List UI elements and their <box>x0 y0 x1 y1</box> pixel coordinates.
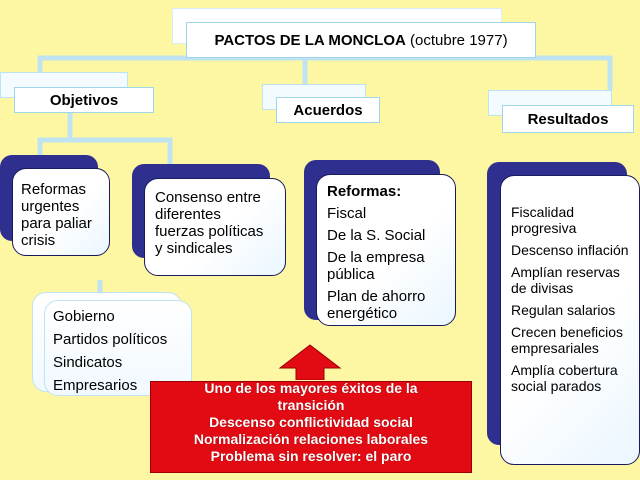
banner-line: Problema sin resolver: el paro <box>210 448 412 464</box>
objetivos-card-consenso <box>144 178 286 276</box>
page-title <box>186 22 536 58</box>
actor-item: Sindicatos <box>53 354 123 371</box>
card1-line: urgentes <box>21 198 80 215</box>
card2-line: Consenso entre <box>155 189 261 206</box>
resultado-item: Regulan salarios <box>511 302 616 318</box>
title-sub: (octubre 1977) <box>410 31 508 49</box>
up-arrow-icon <box>278 344 342 380</box>
objetivos-label: Objetivos <box>49 91 119 109</box>
acuerdos-card <box>316 174 456 326</box>
objetivos-connector-left <box>40 112 70 155</box>
resultado-item: Fiscalidad progresiva <box>511 204 577 236</box>
title-main: PACTOS DE LA MONCLOA <box>214 31 406 49</box>
resultado-item: Descenso inflación <box>511 242 629 258</box>
acuerdos-header <box>276 97 380 123</box>
acuerdos-label: Acuerdos <box>293 101 363 119</box>
resultado-item: Amplían reservas de divisas <box>511 264 620 296</box>
card1-line: crisis <box>21 232 56 249</box>
conclusion-banner <box>150 381 472 473</box>
objetivos-card-reformas <box>12 168 110 256</box>
acuerdo-item: Plan de ahorro energético <box>327 288 426 322</box>
card2-line: diferentes <box>155 206 221 223</box>
banner-line: Normalización relaciones laborales <box>193 431 429 447</box>
acuerdo-item: De la empresa pública <box>327 249 425 283</box>
card1-line: para paliar <box>21 215 92 232</box>
resultados-label: Resultados <box>527 110 609 128</box>
resultados-card <box>500 175 640 465</box>
resultado-item: Amplía cobertura social parados <box>511 362 618 394</box>
resultados-header <box>502 105 634 133</box>
banner-line: Uno de los mayores éxitos de la <box>204 381 418 396</box>
actor-item: Gobierno <box>53 308 115 325</box>
acuerdo-item: De la S. Social <box>327 227 426 244</box>
card2-line: y sindicales <box>155 240 233 257</box>
resultado-item: Crecen beneficios empresariales <box>511 324 624 356</box>
acuerdos-heading: Reformas: <box>327 183 402 200</box>
card2-line: fuerzas políticas <box>155 223 264 240</box>
actor-item: Partidos políticos <box>53 331 168 348</box>
card1-line: Reformas <box>21 181 87 198</box>
banner-line: Descenso conflictividad social <box>209 414 413 430</box>
acuerdo-item: Fiscal <box>327 205 367 222</box>
actor-item: Empresarios <box>53 377 138 394</box>
banner-line: transición <box>277 397 345 413</box>
objetivos-header <box>14 87 154 113</box>
